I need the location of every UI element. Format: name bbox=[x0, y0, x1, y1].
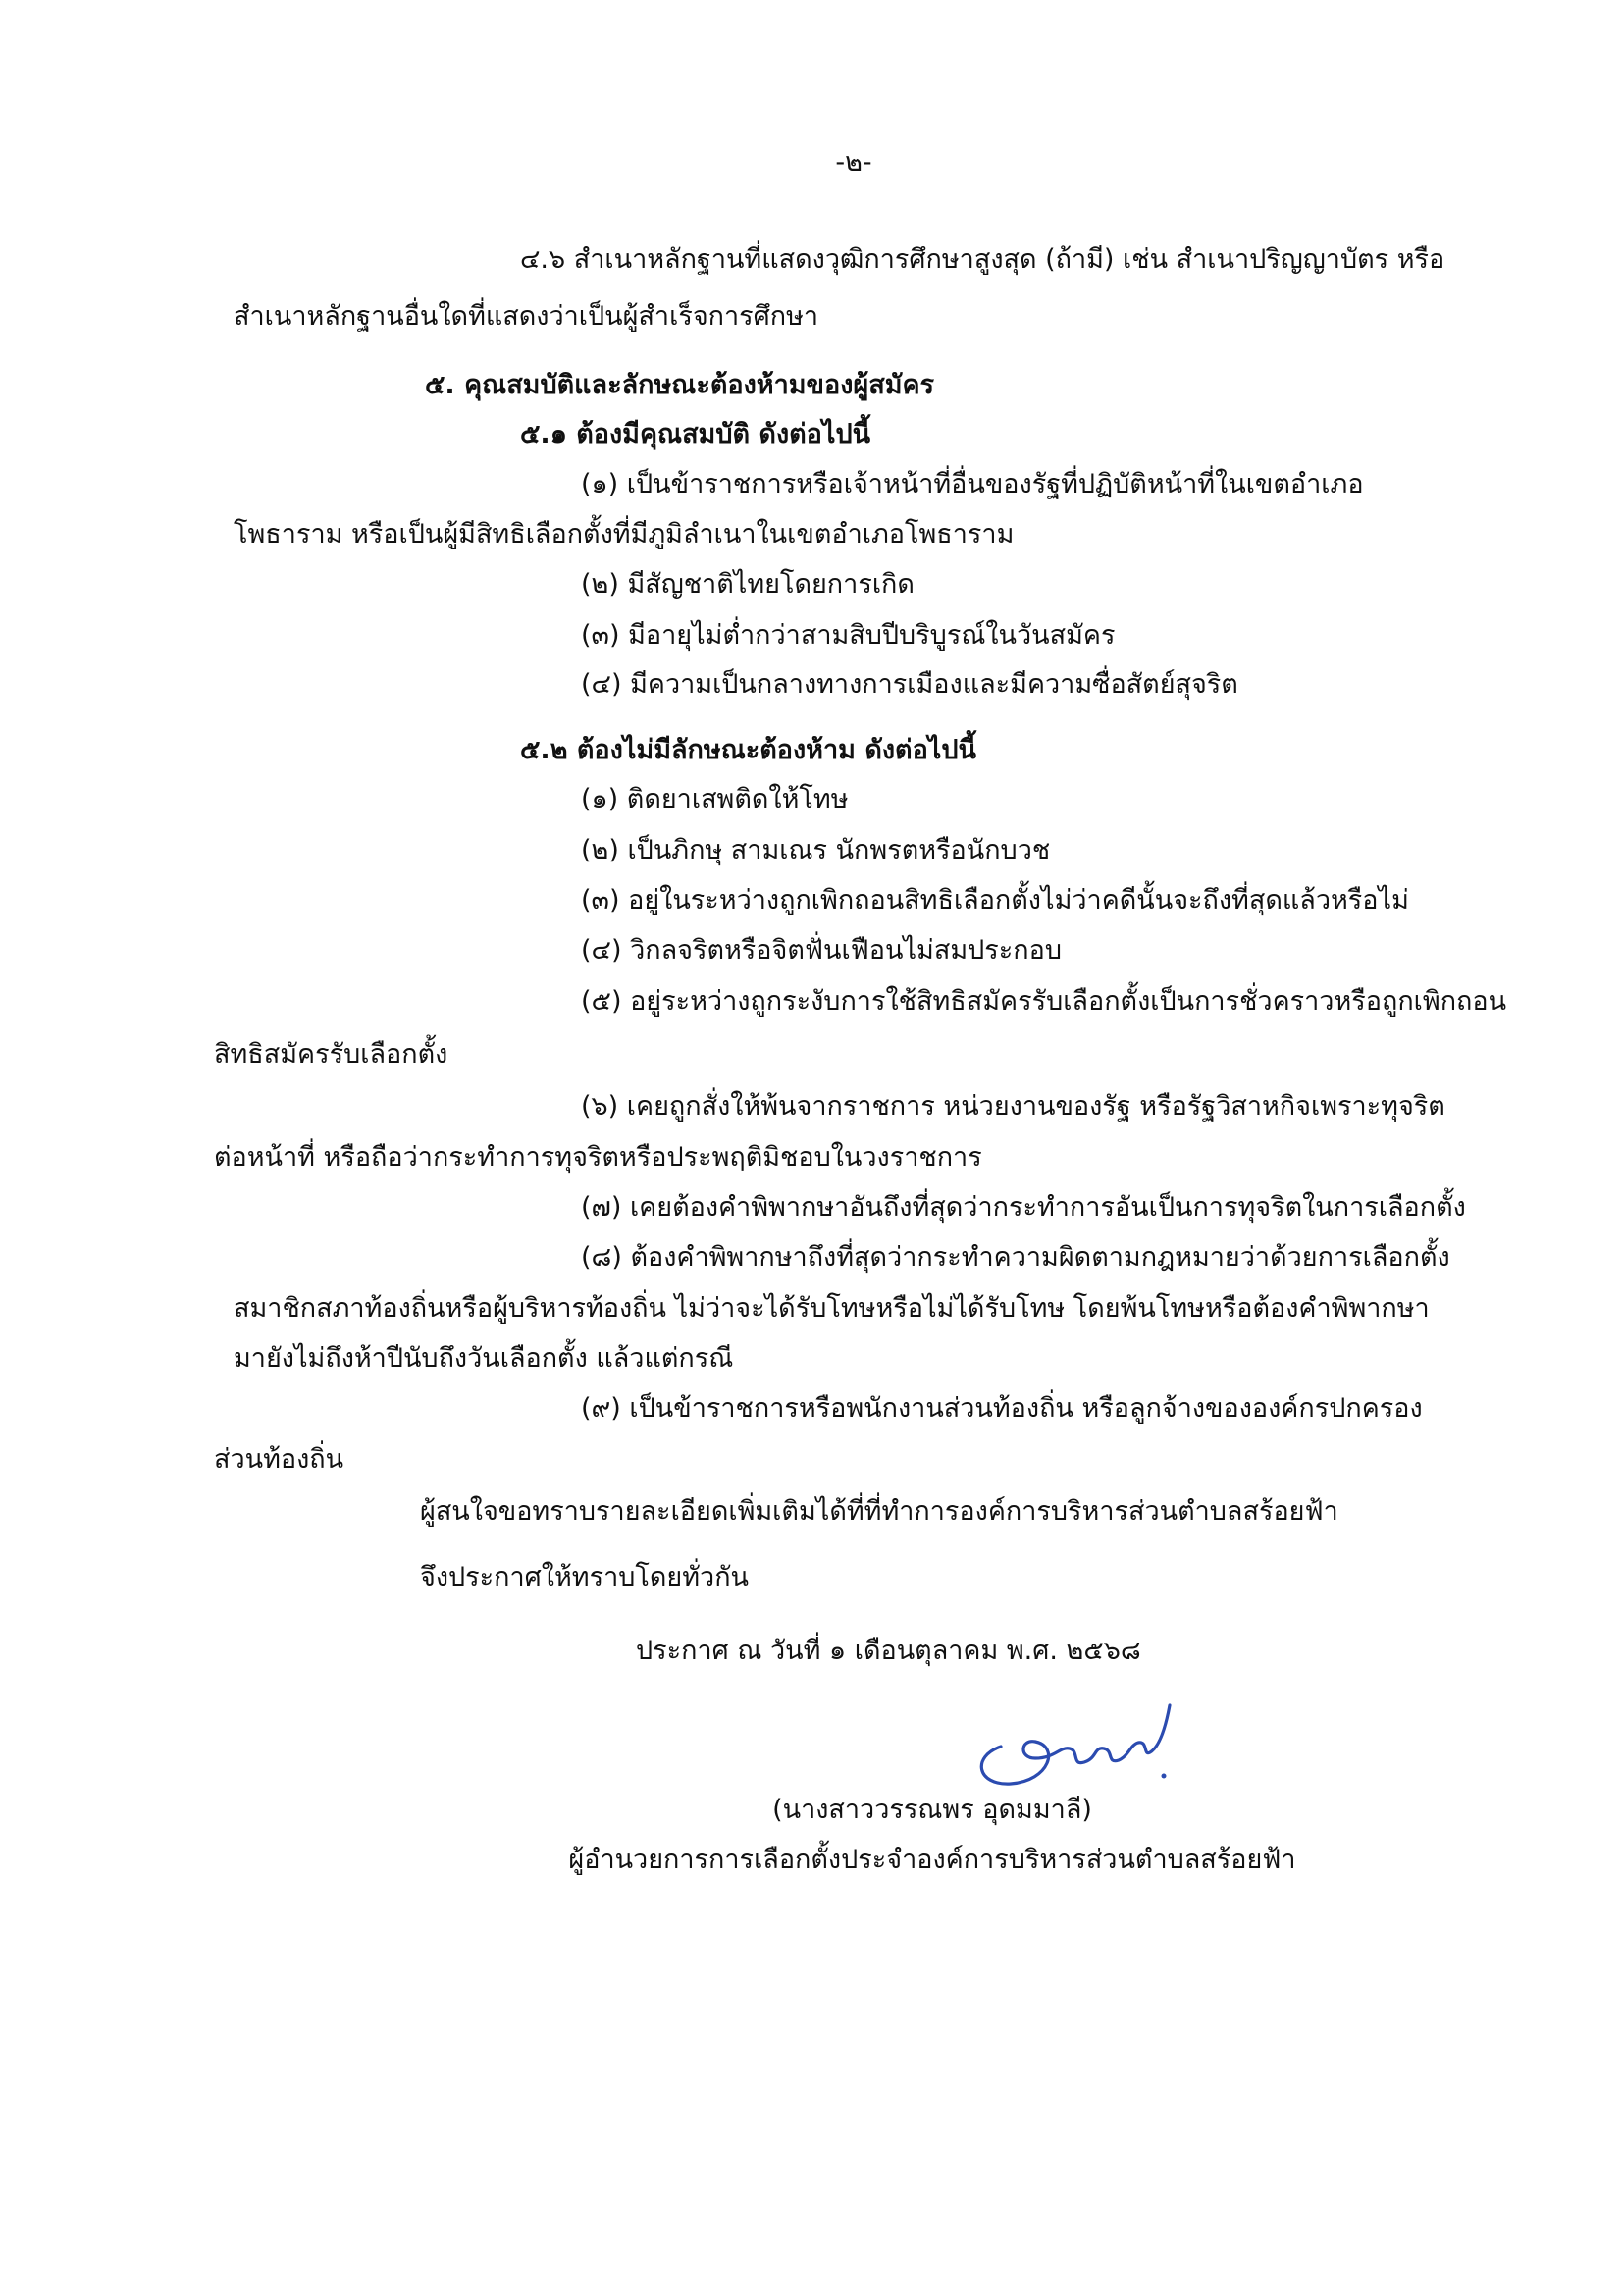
prohibition-8-line3: มายังไม่ถึงห้าปีนับถึงวันเลือกตั้ง แล้วแต่กรณี bbox=[234, 1343, 734, 1374]
prohibition-8-line2: สมาชิกสภาท้องถิ่นหรือผู้บริหารท้องถิ่น ไม่ว่าจะได้รับโทษหรือไม่ได้รับโทษ โดยพ้นโทษหรือต้องคำพิพากษา bbox=[234, 1293, 1430, 1324]
prohibition-9-line1: (๙) เป็นข้าราชการหรือพนักงานส่วนท้องถิ่น หรือลูกจ้างขององค์กรปกครอง bbox=[581, 1393, 1423, 1424]
prohibition-9-line2: ส่วนท้องถิ่น bbox=[214, 1444, 344, 1475]
item-4-6-line2: สำเนาหลักฐานอื่นใดที่แสดงว่าเป็นผู้สำเร็จการศึกษา bbox=[234, 301, 819, 332]
prohibition-5-line2: สิทธิสมัครรับเลือกตั้ง bbox=[214, 1039, 448, 1070]
page-number: -๒- bbox=[835, 147, 872, 178]
prohibition-7: (๗) เคยต้องคำพิพากษาอันถึงที่สุดว่ากระทำการอันเป็นการทุจริตในการเลือกตั้ง bbox=[581, 1192, 1466, 1223]
item-4-6-line1: ๔.๖ สำเนาหลักฐานที่แสดงวุฒิการศึกษาสูงสุด (ถ้ามี) เช่น สำเนาปริญญาบัตร หรือ bbox=[520, 244, 1445, 275]
inquiry-text: ผู้สนใจขอทราบรายละเอียดเพิ่มเติมได้ที่ที่ทำการองค์การบริหารส่วนตำบลสร้อยฟ้า bbox=[420, 1496, 1338, 1527]
announcement-text: จึงประกาศให้ทราบโดยทั่วกัน bbox=[420, 1562, 749, 1592]
handwritten-signature bbox=[942, 1688, 1197, 1805]
section5-2-heading: ๕.๒ ต้องไม่มีลักษณะต้องห้าม ดังต่อไปนี้ bbox=[520, 735, 976, 765]
prohibition-5-line1: (๕) อยู่ระหว่างถูกระงับการใช้สิทธิสมัครรับเลือกตั้งเป็นการชั่วคราวหรือถูกเพิกถอน bbox=[581, 986, 1507, 1017]
qualification-1-line2: โพธาราม หรือเป็นผู้มีสิทธิเลือกตั้งที่มีภูมิลำเนาในเขตอำเภอโพธาราม bbox=[234, 519, 1015, 549]
announcement-date: ประกาศ ณ วันที่ ๑ เดือนตุลาคม พ.ศ. ๒๕๖๘ bbox=[636, 1636, 1141, 1666]
prohibition-1: (๑) ติดยาเสพติดให้โทษ bbox=[581, 784, 849, 814]
section5-heading: ๕. คุณสมบัติและลักษณะต้องห้ามของผู้สมัคร bbox=[425, 370, 935, 400]
prohibition-3: (๓) อยู่ในระหว่างถูกเพิกถอนสิทธิเลือกตั้งไม่ว่าคดีนั้นจะถึงที่สุดแล้วหรือไม่ bbox=[581, 885, 1409, 915]
section5-1-heading: ๕.๑ ต้องมีคุณสมบัติ ดังต่อไปนี้ bbox=[520, 419, 871, 449]
prohibition-6-line1: (๖) เคยถูกสั่งให้พ้นจากราชการ หน่วยงานของรัฐ หรือรัฐวิสาหกิจเพราะทุจริต bbox=[581, 1091, 1445, 1122]
prohibition-6-line2: ต่อหน้าที่ หรือถือว่ากระทำการทุจริตหรือประพฤติมิชอบในวงราชการ bbox=[214, 1142, 982, 1173]
prohibition-8-line1: (๘) ต้องคำพิพากษาถึงที่สุดว่ากระทำความผิดตามกฎหมายว่าด้วยการเลือกตั้ง bbox=[581, 1242, 1450, 1273]
qualification-1-line1: (๑) เป็นข้าราชการหรือเจ้าหน้าที่อื่นของรัฐที่ปฏิบัติหน้าที่ในเขตอำเภอ bbox=[581, 469, 1364, 499]
qualification-4: (๔) มีความเป็นกลางทางการเมืองและมีความซื่อสัตย์สุจริต bbox=[581, 669, 1238, 700]
signatory-name: (นางสาววรรณพร อุดมมาลี) bbox=[772, 1795, 1092, 1825]
signatory-title: ผู้อำนวยการการเลือกตั้งประจำองค์การบริหารส่วนตำบลสร้อยฟ้า bbox=[568, 1845, 1296, 1875]
qualification-2: (๒) มีสัญชาติไทยโดยการเกิด bbox=[581, 569, 915, 600]
prohibition-2: (๒) เป็นภิกษุ สามเณร นักพรตหรือนักบวช bbox=[581, 835, 1051, 865]
prohibition-4: (๔) วิกลจริตหรือจิตฟั่นเฟือนไม่สมประกอบ bbox=[581, 935, 1062, 965]
qualification-3: (๓) มีอายุไม่ต่ำกว่าสามสิบปีบริบูรณ์ในวันสมัคร bbox=[581, 620, 1116, 651]
